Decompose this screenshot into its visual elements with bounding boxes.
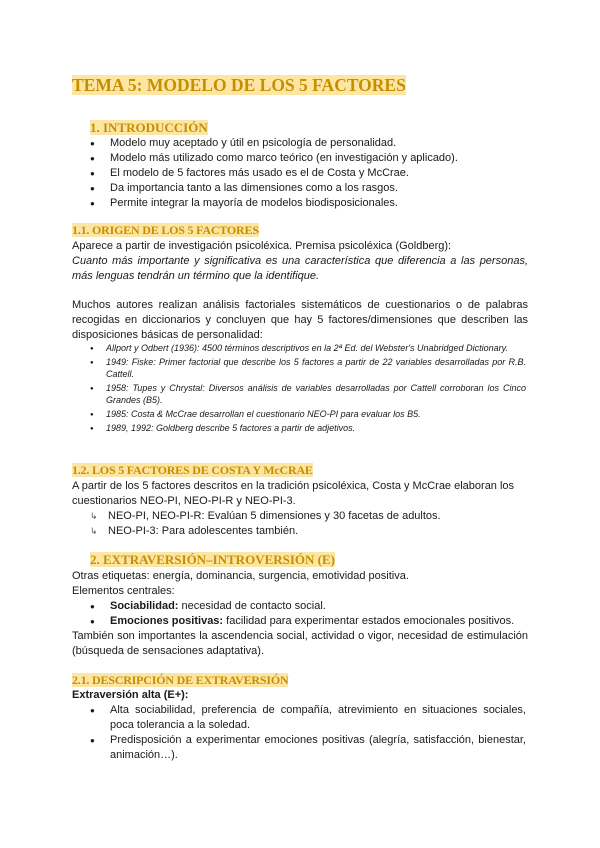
extraversion-paragraph: También son importantes la ascendencia social, actividad o vigor, necesidad de estimulación (búsqueda de sensaciones adaptativa). (72, 630, 528, 657)
list-item: ● 1958: Tupes y Chrystal: Diversos análisis de variables desarrolladas por Cattell corroboran los Cinco Grandes (B5). (90, 383, 526, 407)
list-item: ↳ NEO-PI-3: Para adolescentes también. (90, 524, 530, 539)
list-item: ● Sociabilidad: necesidad de contacto social. (90, 599, 530, 614)
neo-pi-list (90, 509, 530, 539)
costa-paragraph: A partir de los 5 factores descritos en la tradición psicoléxica, Costa y McCrae elaboran los cuestionarios NEO-PI, NEO-PI-R y NEO-PI-3. (72, 480, 515, 507)
page-title (72, 74, 406, 96)
core-elements-list (90, 599, 530, 629)
section-heading-descripcion: 2.1. DESCRIPCIÓN DE EXTRAVERSIÓN (72, 673, 289, 687)
extraversion-alta-subheading: Extraversión alta (E+): (72, 689, 189, 701)
list-item: ● Da importancia tanto a las dimensiones como a los rasgos. (90, 181, 530, 196)
list-item: ● Permite integrar la mayoría de modelos biodisposicionales. (90, 196, 530, 211)
extraversion-core-elements-label: Elementos centrales: (72, 585, 175, 597)
origen-quote: Cuanto más importante y significativa es una característica que diferencia a las personas, más lenguas tendrán un término que la identifique. (72, 255, 528, 282)
list-item: ● Emociones positivas: facilidad para experimentar estados emocionales positivos. (90, 614, 530, 629)
origen-history-list (90, 343, 526, 438)
intro-bullet-list (90, 136, 530, 211)
origen-paragraph: Muchos autores realizan análisis factoriales sistemáticos de cuestionarios o de palabras recogidas en diccionarios y concluyen que hay 5 factores/dimensiones que describen las disposiciones básicas de personalidad: (72, 299, 528, 341)
list-item: ● 1949: Fiske: Primer factorial que describe los 5 factores a partir de 22 variables desarrolladas por R.B. Cattell. (90, 357, 526, 381)
extraversion-alta-list (90, 703, 526, 763)
list-item: ● 1989, 1992: Goldberg describe 5 factores a partir de adjetivos. (90, 423, 526, 435)
extraversion-labels-text: Otras etiquetas: energía, dominancia, surgencia, emotividad positiva. (72, 570, 409, 582)
section-heading-costa-mccrae: 1.2. LOS 5 FACTORES DE COSTA Y McCRAE (72, 463, 313, 477)
list-item: ● Modelo más utilizado como marco teórico (en investigación y aplicado). (90, 151, 530, 166)
list-item: ● 1985: Costa & McCrae desarrollan el cuestionario NEO-PI para evaluar los B5. (90, 409, 526, 421)
list-item: ● Predisposición a experimentar emociones positivas (alegría, satisfacción, bienestar, animación…). (90, 733, 526, 763)
section-heading-extraversion: 2. EXTRAVERSIÓN–INTROVERSIÓN (E) (90, 552, 336, 567)
list-item: ● Modelo muy aceptado y útil en psicología de personalidad. (90, 136, 530, 151)
section-heading-introduccion: 1. INTRODUCCIÓN (90, 120, 208, 135)
origen-intro-text: Aparece a partir de investigación psicoléxica. Premisa psicoléxica (Goldberg): (72, 240, 452, 252)
section-heading-origen: 1.1. ORIGEN DE LOS 5 FACTORES (72, 223, 259, 237)
list-item: ● Allport y Odbert (1936): 4500 términos descriptivos en la 2ª Ed. del Webster's Unabridged Dictionary. (90, 343, 526, 355)
list-item: ● El modelo de 5 factores más usado es el de Costa y McCrae. (90, 166, 530, 181)
list-item: ● Alta sociabilidad, preferencia de compañía, atrevimiento en situaciones sociales, poca tolerancia a la soledad. (90, 703, 526, 733)
list-item: ↳ NEO-PI, NEO-PI-R: Evalúan 5 dimensiones y 30 facetas de adultos. (90, 509, 530, 524)
page-title-text: TEMA 5: MODELO DE LOS 5 FACTORES (72, 75, 406, 95)
